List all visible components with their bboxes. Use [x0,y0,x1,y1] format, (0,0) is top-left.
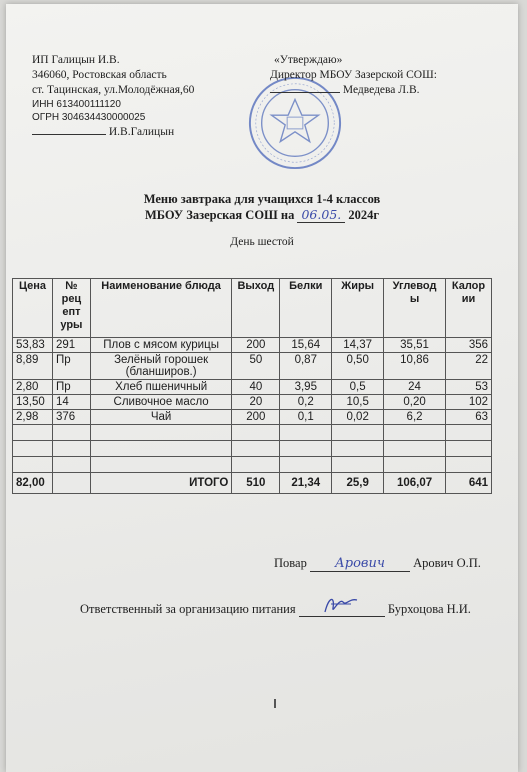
cook-label: Повар [274,556,307,570]
cell-recipe: Пр [52,380,90,395]
cook-name: Арович О.П. [413,556,481,570]
total-recipe [52,473,90,494]
cell-fats: 0,5 [332,380,384,395]
header-proteins: Белки [280,279,332,338]
cell-dish: Плов с мясом курицы [90,338,232,353]
cell-price: 2,98 [13,410,53,425]
supplier-inn: ИНН 613400111120 [32,99,121,110]
menu-title-line1: Меню завтрака для учащихся 1-4 классов [143,192,381,206]
cell-recipe: 291 [52,338,90,353]
supplier-name: ИП Галицын И.В. [32,54,120,66]
table-row [13,380,492,395]
cell-proteins: 0,2 [280,395,332,410]
menu-title-line2 [6,207,518,223]
cell-fats: 14,37 [332,338,384,353]
cell-dish: Зелёный горошек (бланширов.) [90,353,232,380]
total-proteins: 21,34 [280,473,332,494]
cell-price: 13,50 [13,395,53,410]
table-row-empty [13,457,492,473]
table-row [13,410,492,425]
cell-carbs: 6,2 [384,410,446,425]
cell-portion: 20 [232,395,280,410]
cook-handwritten-signature: Арович [310,556,410,572]
cell-portion: 50 [232,353,280,380]
cell-carbs: 35,51 [384,338,446,353]
header-calories: Калор ии [446,279,492,338]
pen-mark [274,699,276,708]
approval-header: «Утверждаю» [274,54,343,66]
menu-title-suffix: 2024г [348,208,380,222]
cell-price: 2,80 [13,380,53,395]
cell-calories: 22 [446,353,492,380]
cell-dish: Чай [90,410,232,425]
responsible-signature-icon [321,594,361,616]
cell-dish: Сливочное масло [90,395,232,410]
header-carbs: Углевод ы [384,279,446,338]
responsible-name: Бурхоцова Н.И. [387,602,471,616]
cell-proteins: 0,1 [280,410,332,425]
cell-calories: 53 [446,380,492,395]
cell-recipe: Пр [52,353,90,380]
header-price: Цена [13,279,53,338]
menu-title-prefix: МБОУ Зазерская СОШ на [144,208,295,222]
cell-recipe: 376 [52,410,90,425]
table-row-empty [13,425,492,441]
cell-recipe: 14 [52,395,90,410]
cell-portion: 200 [232,338,280,353]
table-total-row [13,473,492,494]
cell-calories: 102 [446,395,492,410]
header-portion: Выход [232,279,280,338]
supplier-address-line1: 346060, Ростовская область [32,69,167,81]
table-row [13,338,492,353]
total-label: ИТОГО [90,473,232,494]
director-signature-blank [270,92,340,93]
cell-proteins: 15,64 [280,338,332,353]
cell-calories: 63 [446,410,492,425]
total-price: 82,00 [13,473,53,494]
signature-blank [32,134,106,135]
header-recipe-number: № рец епт уры [52,279,90,338]
cell-carbs: 0,20 [384,395,446,410]
total-portion: 510 [232,473,280,494]
cell-fats: 0,50 [332,353,384,380]
cell-portion: 40 [232,380,280,395]
cell-carbs: 24 [384,380,446,395]
cell-proteins: 0,87 [280,353,332,380]
menu-date-handwritten: 06.05. [297,207,345,223]
cell-proteins: 3,95 [280,380,332,395]
responsible-label: Ответственный за организацию питания [80,602,296,616]
cell-dish: Хлеб пшеничный [90,380,232,395]
document-page [6,4,518,772]
supplier-ogrn: ОГРН 304634430000025 [32,112,146,123]
cell-calories: 356 [446,338,492,353]
cell-fats: 0,02 [332,410,384,425]
total-carbs: 106,07 [384,473,446,494]
responsible-signature-row [80,602,471,617]
table-row [13,395,492,410]
table-row [13,353,492,380]
responsible-signature-blank [299,602,385,617]
header-fats: Жиры [332,279,384,338]
cell-price: 8,89 [13,353,53,380]
cell-carbs: 10,86 [384,353,446,380]
supplier-address-line2: ст. Тацинская, ул.Молодёжная,60 [32,84,195,96]
cell-price: 53,83 [13,338,53,353]
cell-fats: 10,5 [332,395,384,410]
total-fats: 25,9 [332,473,384,494]
cook-signature-row [274,556,481,572]
supplier-sign-name: И.В.Галицын [108,126,175,138]
approval-signature-line [270,84,420,96]
cell-portion: 200 [232,410,280,425]
total-calories: 641 [446,473,492,494]
approval-name: Медведева Л.В. [342,84,420,96]
menu-table [12,278,492,494]
header-dish-name: Наименование блюда [90,279,232,338]
menu-day: День шестой [230,236,294,248]
approval-position: Директор МБОУ Зазерской СОШ: [270,69,437,81]
supplier-signature-line [32,126,174,138]
table-header-row [13,279,492,338]
table-row-empty [13,441,492,457]
